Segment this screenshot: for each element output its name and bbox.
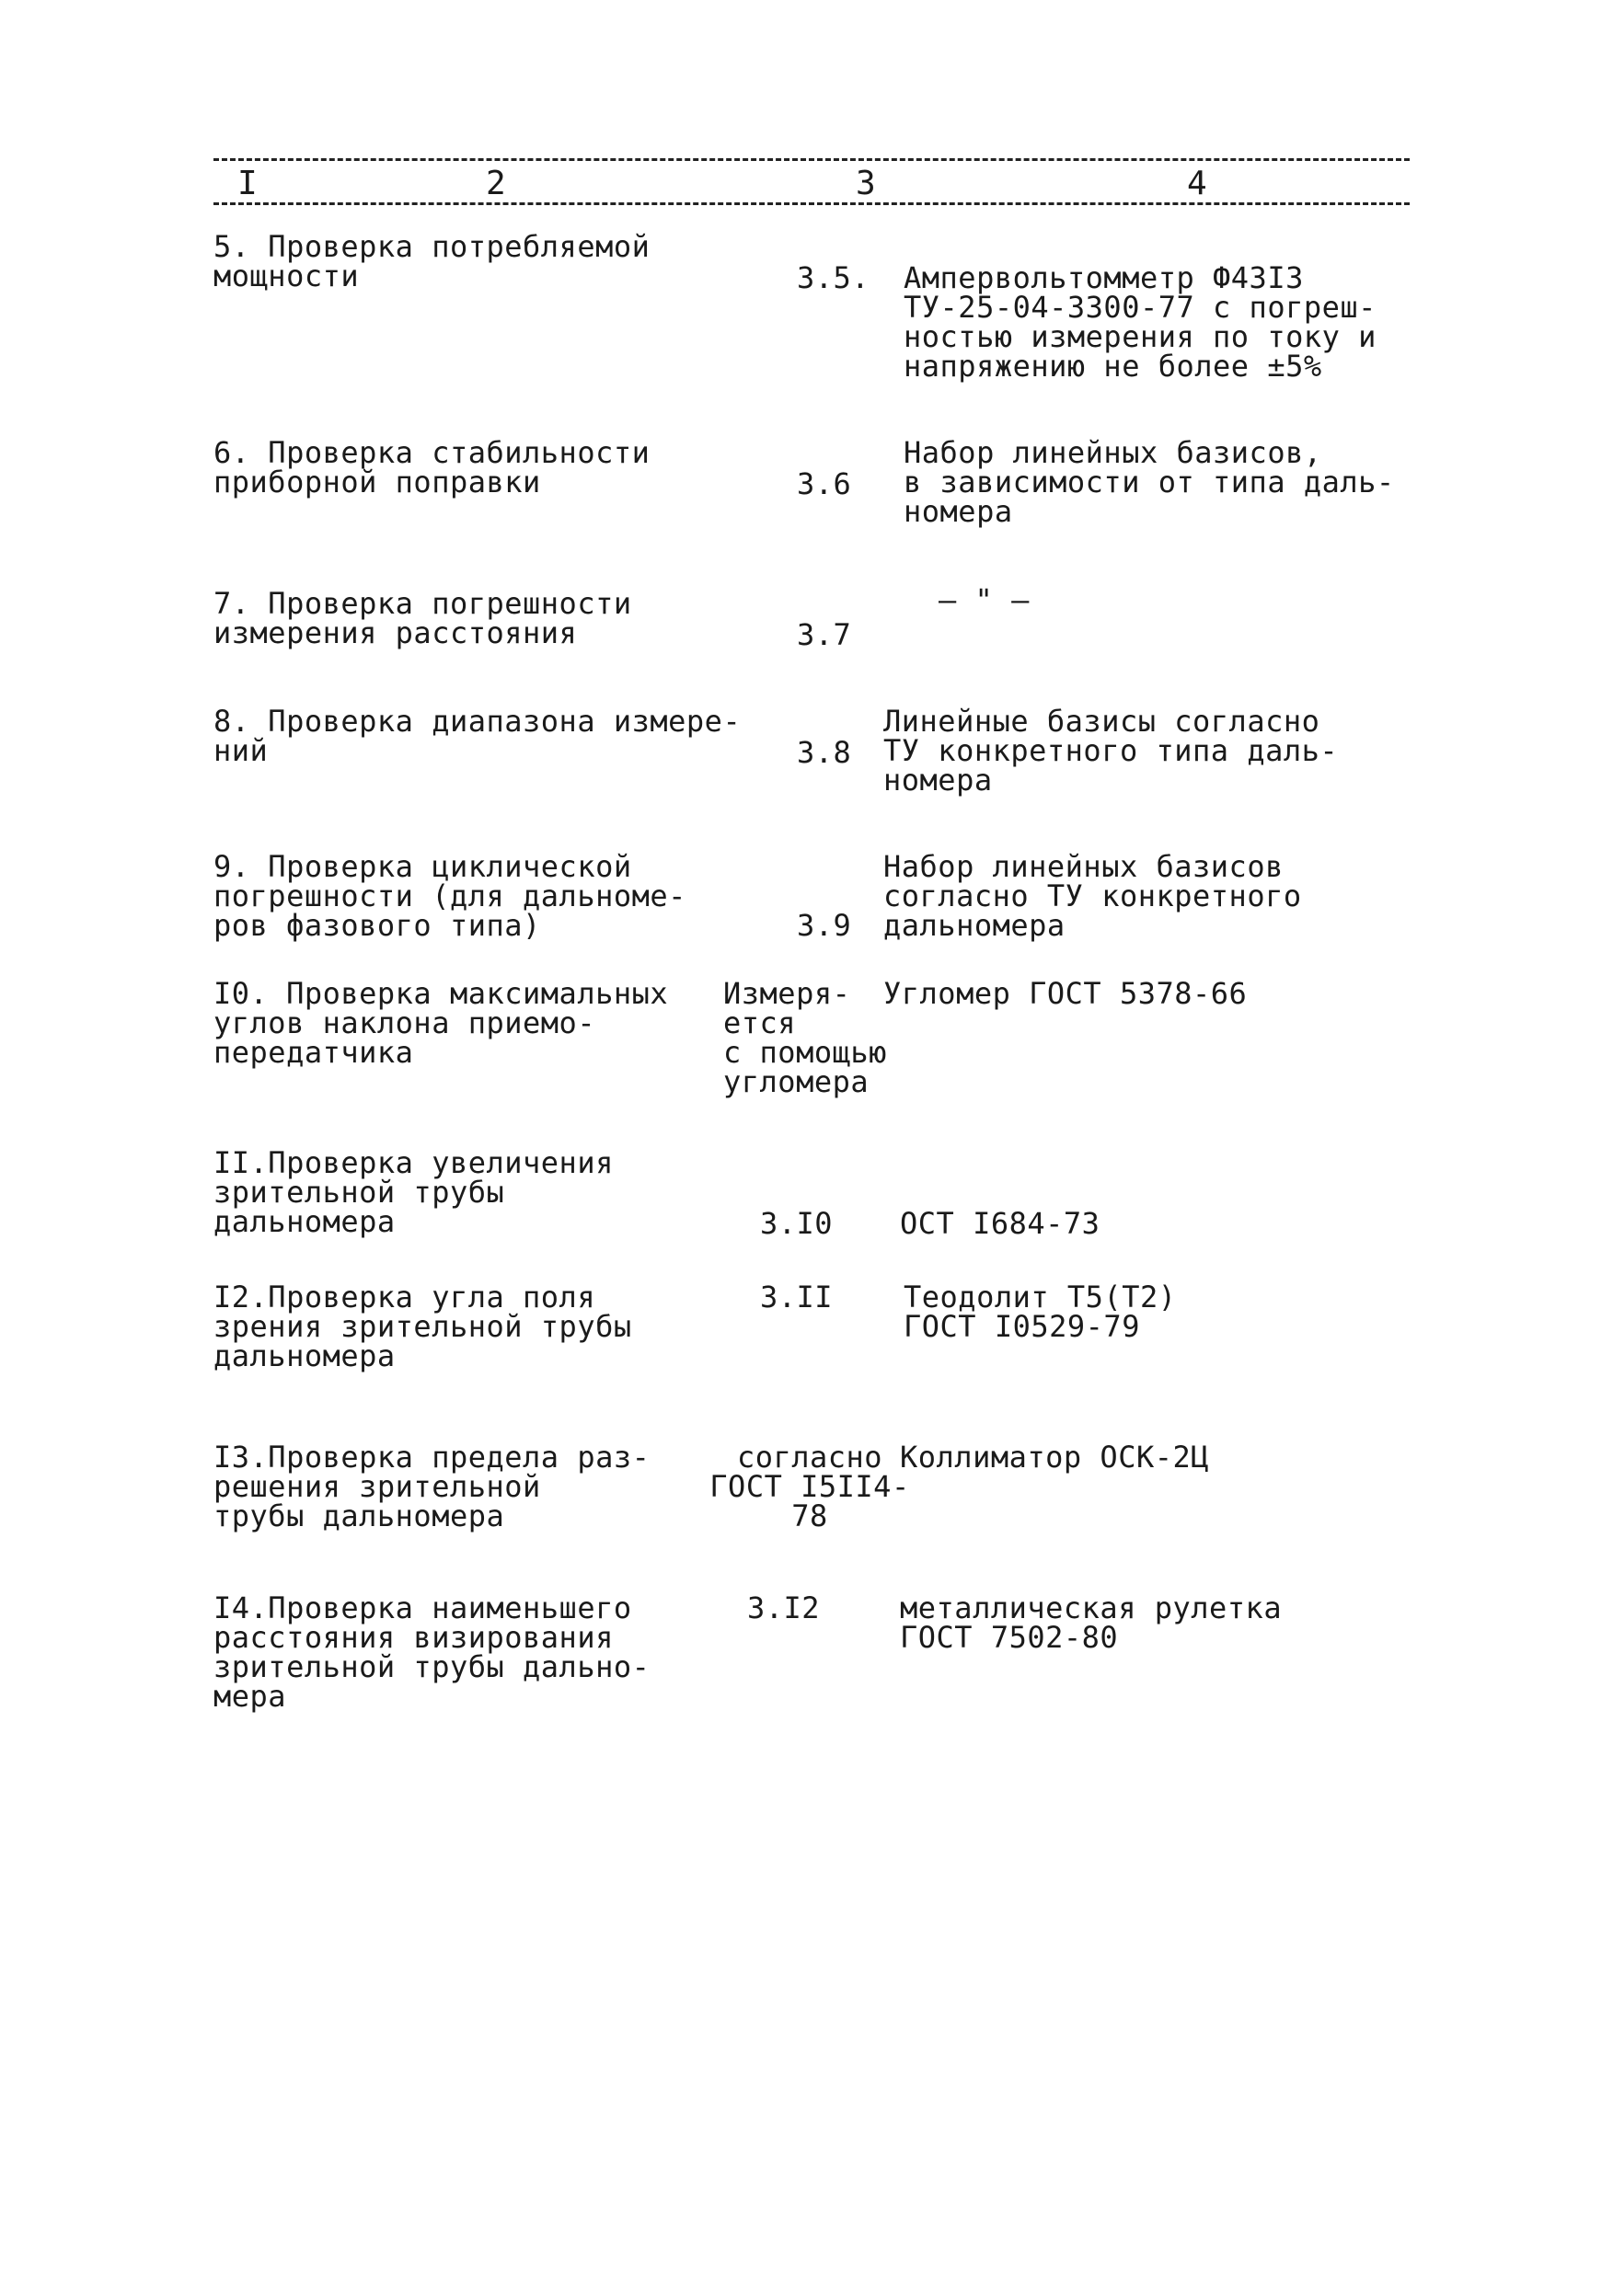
row-14-item: I4.Проверка наименьшего расстояния визирования зрительной трубы дально- мера [213, 1590, 651, 1714]
row-7-tool: – " – [939, 582, 1030, 617]
row-9-item: 9. Проверка циклической погрешности (для дальноме- ров фазового типа) [213, 849, 686, 943]
header-bottom-rule [213, 202, 1410, 205]
column-header-4: 4 [1187, 165, 1207, 202]
row-11-section: 3.I0 [760, 1206, 834, 1241]
row-11-item: II.Проверка увеличения зрительной трубы дальномера [213, 1145, 614, 1239]
row-6-item: 6. Проверка стабильности приборной поправки [213, 435, 651, 499]
row-5-section: 3.5. [797, 260, 870, 295]
row-5-tool: Ампервольтомметр Ф43I3 ТУ-25-04-3300-77 с погреш- ностью измерения по току и напряжению не более ±5% [904, 260, 1377, 384]
row-7-section: 3.7 [797, 617, 852, 652]
row-9-tool: Набор линейных базисов согласно ТУ конкретного дальномера [883, 849, 1302, 943]
row-12-item: I2.Проверка угла поля зрения зрительной трубы дальномера [213, 1280, 632, 1373]
row-11-tool: ОСТ I684-73 [900, 1206, 1100, 1241]
row-8-tool: Линейные базисы согласно ТУ конкретного типа даль- номера [883, 704, 1339, 798]
row-5-item: 5. Проверка потребляемой мощности [213, 229, 651, 293]
row-14-section: 3.I2 [747, 1590, 821, 1625]
row-8-section: 3.8 [797, 735, 852, 770]
column-header-1: I [237, 165, 258, 202]
row-10-tool: Угломер ГОСТ 5378-66 [883, 976, 1248, 1011]
row-7-item: 7. Проверка погрешности измерения расстояния [213, 586, 632, 650]
row-14-tool: металлическая рулетка ГОСТ 7502-80 [900, 1590, 1283, 1655]
column-header-2: 2 [486, 165, 506, 202]
column-header-3: 3 [856, 165, 876, 202]
row-13-item: I3.Проверка предела раз- решения зрительной трубы дальномера [213, 1440, 651, 1533]
row-13-section: согласно ГОСТ I5II4-78 [709, 1440, 910, 1533]
row-12-tool: Теодолит Т5(Т2) ГОСТ I0529-79 [904, 1280, 1177, 1344]
row-6-section: 3.6 [797, 466, 852, 501]
row-12-section: 3.II [760, 1280, 834, 1314]
row-6-tool: Набор линейных базисов, в зависимости от типа даль- номера [904, 435, 1395, 529]
row-9-section: 3.9 [797, 908, 852, 943]
row-13-tool: Коллиматор ОСК-2Ц [900, 1440, 1210, 1475]
header-top-rule [213, 158, 1410, 161]
row-10-section: Измеря- ется с помощью угломера [723, 976, 887, 1099]
row-8-item: 8. Проверка диапазона измере- ний [213, 704, 742, 768]
row-10-item: I0. Проверка максимальных углов наклона приемо- передатчика [213, 976, 669, 1070]
